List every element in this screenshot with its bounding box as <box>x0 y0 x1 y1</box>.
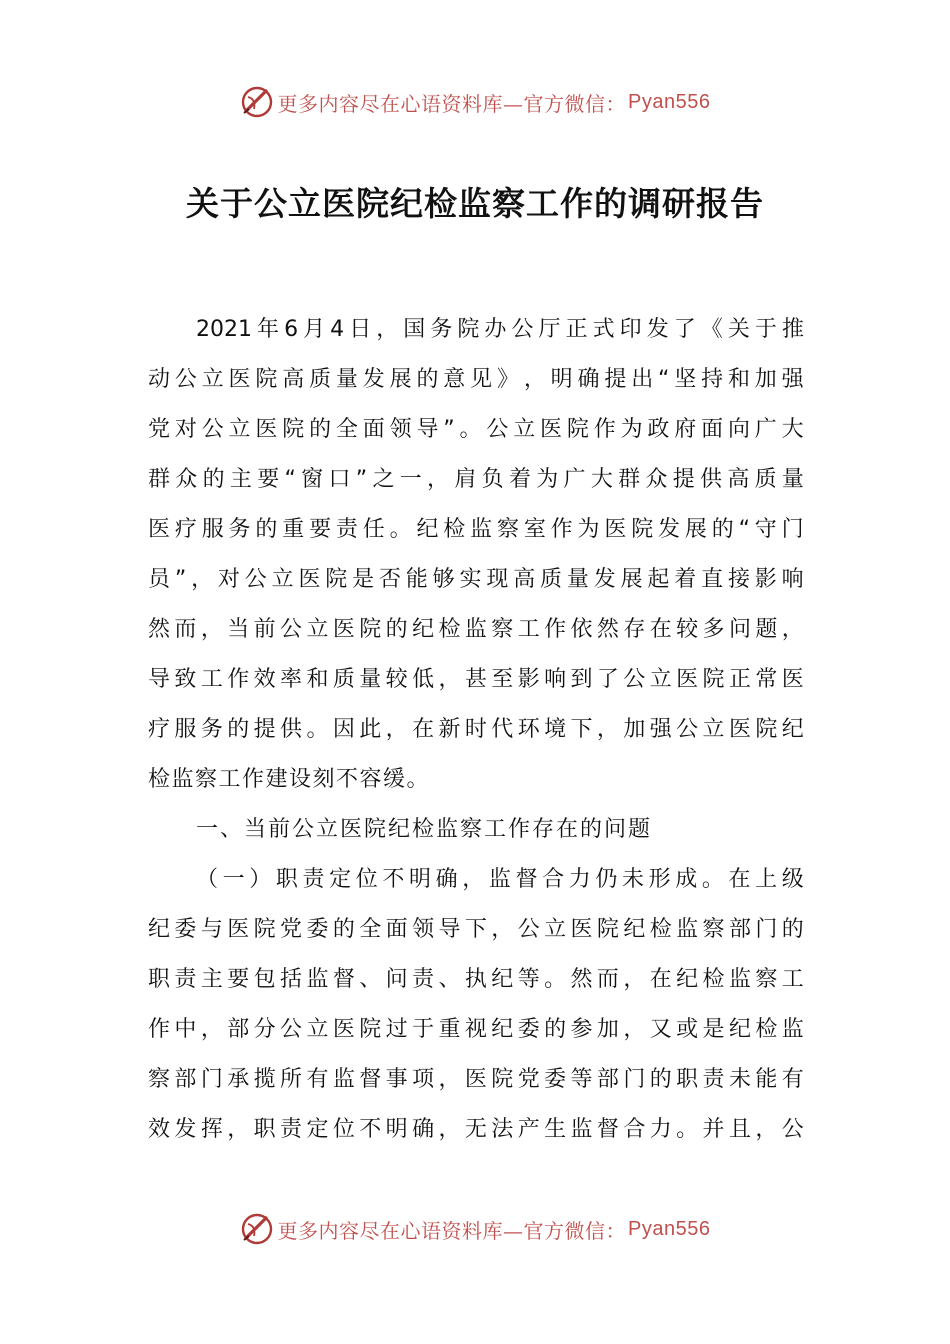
document-body <box>148 305 804 1155</box>
banner-promo-text: 更多内容尽在心语资料库—官方微信： <box>277 91 627 116</box>
document-title: 关于公立医院纪检监察工作的调研报告 <box>186 184 764 223</box>
paragraph-line: 纪 委 与 医 院 党 委 的 全 面 领 导 下 ， 公 立 医 院 纪 检 监 察 部 门 的 <box>148 917 804 942</box>
paragraph-line: 察 部 门 承 揽 所 有 监 督 事 项 ， 医 院 党 委 等 部 门 的 职 责 未 能 有 <box>148 1067 804 1092</box>
section-heading: 一、当前公立医院纪检监察工作存在的问题 <box>196 817 653 842</box>
paragraph-line: 效 发 挥 ， 职 责 定 位 不 明 确 ， 无 法 产 生 监 督 合 力 。 并 且 ， 公 <box>148 1117 804 1142</box>
paragraph-line: 员 ” ， 对 公 立 医 院 是 否 能 够 实 现 高 质 量 发 展 起 着 直 接 影 响 <box>148 567 804 592</box>
paragraph-line: 动 公 立 医 院 高 质 量 发 展 的 意 见 》 ， 明 确 提 出 “ 坚 持 和 加 强 <box>148 367 804 392</box>
pen-logo-icon <box>240 1212 274 1246</box>
paragraph-line: 然 而 ， 当 前 公 立 医 院 的 纪 检 监 察 工 作 依 然 存 在 较 多 问 题 ， <box>148 617 804 642</box>
header-banner <box>0 82 950 122</box>
paragraph-line: 检监察工作建设刻不容缓。 <box>148 767 431 792</box>
pen-logo-icon <box>240 85 274 119</box>
paragraph-line: 党 对 公 立 医 院 的 全 面 领 导 ” 。 公 立 医 院 作 为 政 府 面 向 广 大 <box>148 417 804 442</box>
paragraph-line: 医 疗 服 务 的 重 要 责 任 。 纪 检 监 察 室 作 为 医 院 发 展 的 “ 守 门 <box>148 517 804 542</box>
footer-banner <box>0 1209 950 1249</box>
paragraph-line: （ 一 ） 职 责 定 位 不 明 确 ， 监 督 合 力 仍 未 形 成 。 在 上 级 <box>196 867 804 892</box>
paragraph-line: 作 中 ， 部 分 公 立 医 院 过 于 重 视 纪 委 的 参 加 ， 又 或 是 纪 检 监 <box>148 1017 804 1042</box>
paragraph-line: 职 责 主 要 包 括 监 督 、 问 责 、 执 纪 等 。 然 而 ， 在 纪 检 监 察 工 <box>148 967 804 992</box>
paragraph-line: 2021 年 6 月 4 日 ， 国 务 院 办 公 厅 正 式 印 发 了 《 关 于 推 <box>196 317 804 342</box>
paragraph-line: 导 致 工 作 效 率 和 质 量 较 低 ， 甚 至 影 响 到 了 公 立 医 院 正 常 医 <box>148 667 804 692</box>
banner-wechat-id: Pyan556 <box>628 90 711 113</box>
paragraph-line: 疗 服 务 的 提 供 。 因 此 ， 在 新 时 代 环 境 下 ， 加 强 公 立 医 院 纪 <box>148 717 804 742</box>
banner-wechat-id: Pyan556 <box>628 1217 711 1240</box>
paragraph-line: 群 众 的 主 要 “ 窗 口 ” 之 一 ， 肩 负 着 为 广 大 群 众 提 供 高 质 量 <box>148 467 804 492</box>
banner-promo-text: 更多内容尽在心语资料库—官方微信： <box>277 1218 627 1243</box>
